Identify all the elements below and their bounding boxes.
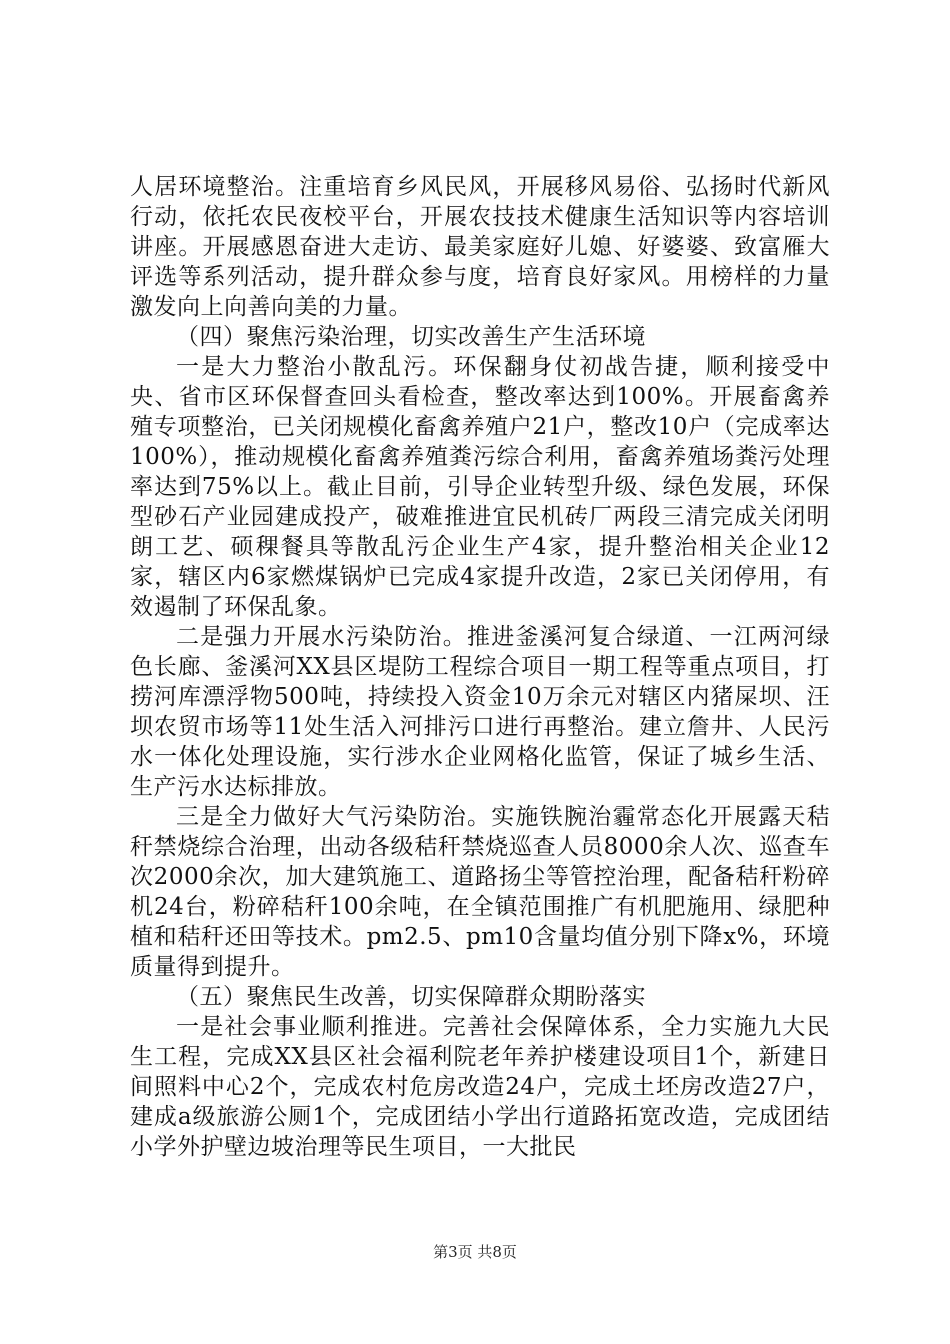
paragraph-small-scattered-pollution: 一是大力整治小散乱污。环保翻身仗初战告捷，顺利接受中央、省市区环保督查回头看检查，整改率达到100%。开展畜禽养殖专项整治，已关闭规模化畜禽养殖户21户，整改10户（完成率达100%），推动规模化畜禽养殖粪污综合利用，畜禽养殖场粪污处理率达到75%以上。截止目前，引导企业转型升级、绿色发展，环保型砂石产业园建成投产，破难推进宜民机砖厂两段三清完成关闭明朗工艺、硕稞餐具等散乱污企业生产4家，提升整治相关企业12家，辖区内6家燃煤锅炉已完成4家提升改造，2家已关闭停用，有效遏制了环保乱象。 — [130, 354, 830, 620]
paragraph-continuation: 人居环境整治。注重培育乡风民风，开展移风易俗、弘扬时代新风行动，依托农民夜校平台，开展农技技术健康生活知识等内容培训讲座。开展感恩奋进大走访、最美家庭好儿媳、好婆婆、致富雁大评选等系列活动，提升群众参与度，培育良好家风。用榜样的力量激发向上向善向美的力量。 — [130, 174, 830, 320]
section-heading-5: （五）聚焦民生改善，切实保障群众期盼落实 — [176, 984, 646, 1010]
paragraph-water-pollution: 二是强力开展水污染防治。推进釜溪河复合绿道、一江两河绿色长廊、釜溪河XX县区堤防工程综合项目一期工程等重点项目，打捞河库漂浮物500吨，持续投入资金10万余元对辖区内猪屎坝、汪坝农贸市场等11处生活入河排污口进行再整治。建立詹井、人民污水一体化处理设施，实行涉水企业网格化监管，保证了城乡生活、生产污水达标排放。 — [130, 624, 830, 800]
paragraph-social-affairs: 一是社会事业顺利推进。完善社会保障体系，全力实施九大民生工程，完成XX县区社会福利院老年养护楼建设项目1个，新建日间照料中心2个，完成农村危房改造24户，完成土坯房改造27户，建成a级旅游公厕1个，完成团结小学出行道路拓宽改造，完成团结小学外护壁边坡治理等民生项目，一大批民 — [130, 1014, 830, 1160]
paragraph-air-pollution: 三是全力做好大气污染防治。实施铁腕治霾常态化开展露天秸秆禁烧综合治理，出动各级秸秆禁烧巡查人员8000余人次、巡查车次2000余次，加大建筑施工、道路扬尘等管控治理，配备秸秆粉碎机24台，粉碎秸秆100余吨，在全镇范围推广有机肥施用、绿肥种植和秸秆还田等技术。pm2.5、pm10含量均值分别下降x%，环境质量得到提升。 — [130, 804, 830, 980]
page-footer — [0, 1241, 950, 1262]
page-number: 第3页 共8页 — [433, 1243, 517, 1261]
document-body — [130, 172, 830, 1162]
section-heading-4: （四）聚焦污染治理，切实改善生产生活环境 — [176, 324, 646, 350]
